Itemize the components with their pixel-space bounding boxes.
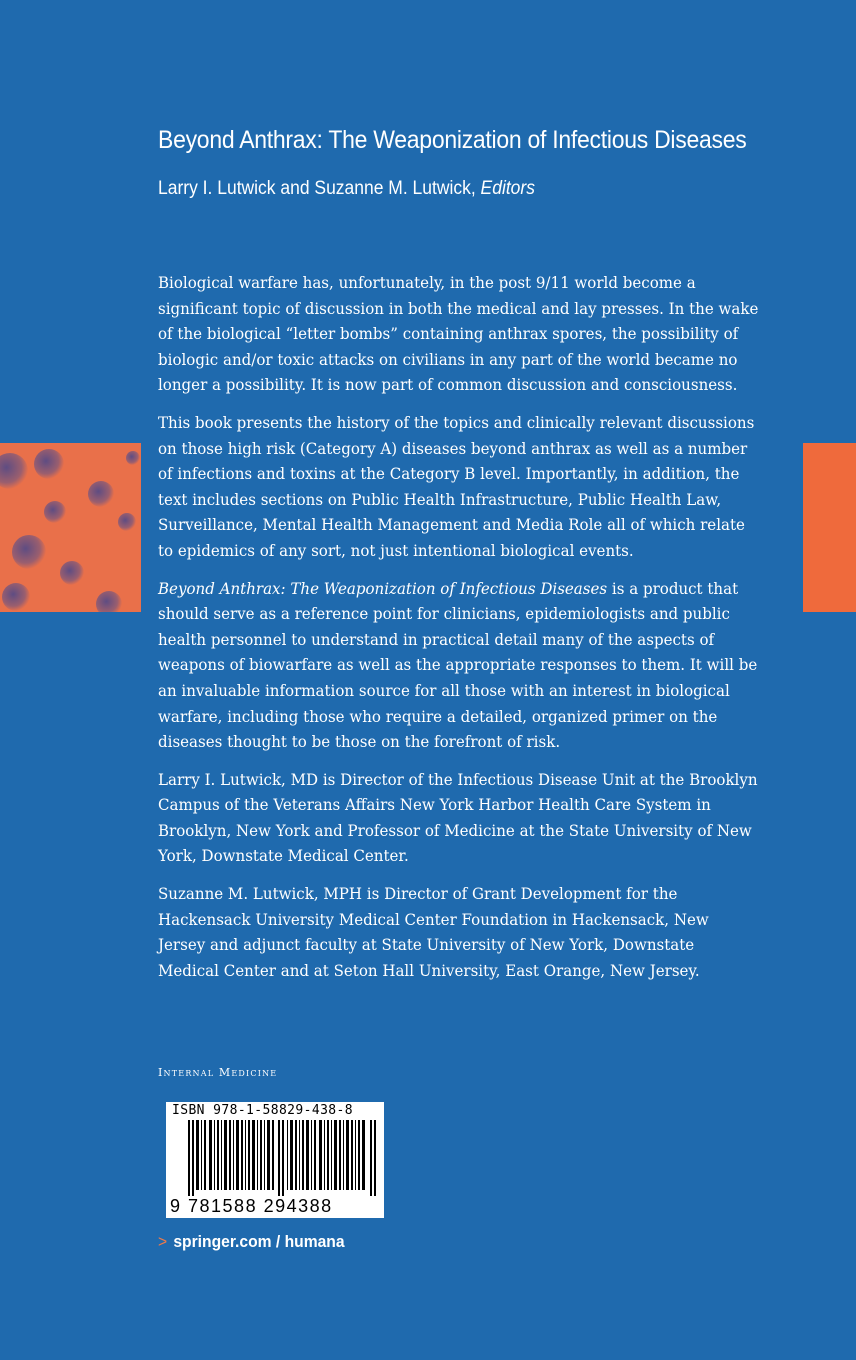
description-paragraph-3	[158, 576, 760, 755]
description-paragraph-3-text: is a product that should serve as a reference point for clinicians, epidemiologists and public health personnel to understand in practical detail many of the aspects of weapons of biowarfare as well as the appropriate responses to them. It will be an invaluable information source for all those with an interest in biological warfare, including those who require a detailed, organized primer on the diseases thought to be those on the forefront of risk.	[158, 578, 758, 752]
back-cover-description	[158, 270, 758, 995]
description-paragraph-2: This book presents the history of the topics and clinically relevant discussions on those high risk (Category A) diseases beyond anthrax as well as a number of infections and toxins at the Category B level. Importantly, in addition, the text includes sections on Public Health Infrastructure, Public Health Law, Surveillance, Mental Health Management and Media Role all of which relate to epidemics of any sort, not just intentional biological events.	[158, 412, 755, 560]
author-bio-suzanne: Suzanne M. Lutwick, MPH is Director of Grant Development for the Hackensack University Medical Center Foundation in Hackensack, New Jersey and adjunct faculty at State University of New York, Downstate Medical Center and at Seton Hall University, East Orange, New Jersey.	[158, 884, 709, 980]
isbn-barcode	[166, 1102, 384, 1218]
publisher-website[interactable]	[158, 1232, 345, 1252]
subject-category: Internal Medicine	[158, 1066, 278, 1079]
publisher-url[interactable]: springer.com / humana	[173, 1232, 345, 1251]
description-title-reference: Beyond Anthrax: The Weaponization of Infectious Diseases	[158, 578, 608, 598]
isbn-label: ISBN 978-1-58829-438-8	[172, 1103, 353, 1118]
description-paragraph-1: Biological warfare has, unfortunately, in the post 9/11 world become a significant topic of discussion in both the medical and lay presses. In the wake of the biological “letter bombs” containing anthrax spores, the possibility of biologic and/or toxic attacks on civilians in any part of the world became no longer a possibility. It is now part of common discussion and consciousness.	[158, 273, 759, 395]
book-editors	[158, 178, 535, 200]
barcode-digits: 9 781588 294388	[170, 1196, 333, 1216]
chevron-right-icon: >	[158, 1232, 168, 1251]
editors-role: Editors	[480, 178, 535, 199]
cover-image-strip	[0, 443, 141, 612]
author-bio-larry: Larry I. Lutwick, MD is Director of the Infectious Disease Unit at the Brooklyn Campus of the Veterans Affairs New York Harbor Health Care System in Brooklyn, New York and Professor of Medicine at the State University of New York, Downstate Medical Center.	[158, 769, 758, 866]
book-title: Beyond Anthrax: The Weaponization of Infectious Diseases	[158, 126, 747, 154]
cover-accent-strip	[803, 443, 856, 612]
editors-names: Larry I. Lutwick and Suzanne M. Lutwick,	[158, 178, 476, 199]
barcode-bars	[188, 1120, 378, 1196]
